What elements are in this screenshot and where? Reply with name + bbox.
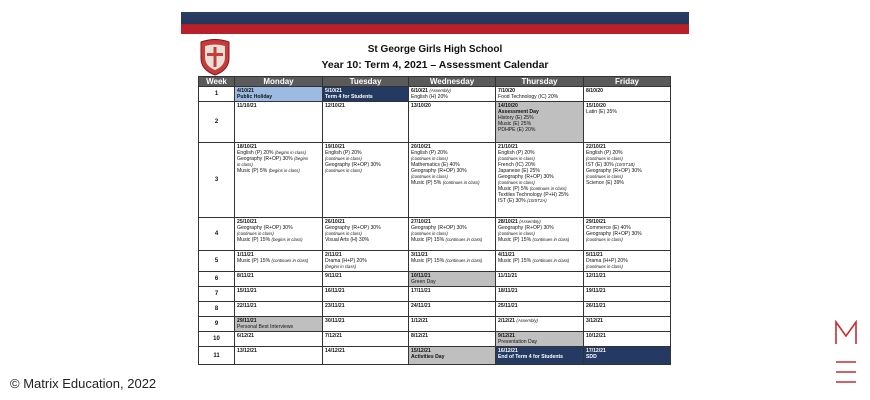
entry-text: Music (P) 5% xyxy=(498,186,529,192)
entry-text: 27/10/21 xyxy=(411,219,431,225)
cell-entry xyxy=(325,168,406,174)
cell-date xyxy=(586,88,668,94)
entry-text: Science (E) 39% xyxy=(586,180,624,186)
cell-date xyxy=(586,273,668,279)
table-row xyxy=(199,143,671,218)
entry-text: 3/11/21 xyxy=(411,252,428,258)
day-cell-monday xyxy=(235,347,323,365)
entry-text: 25/11/21 xyxy=(498,303,518,309)
day-cell-monday xyxy=(235,87,323,102)
cell-entry xyxy=(237,237,320,243)
calendar-title: Year 10: Term 4, 2021 – Assessment Calendar xyxy=(321,59,549,71)
table-row xyxy=(199,302,671,317)
cell-date xyxy=(325,348,406,354)
entry-text: 1/11/21 xyxy=(237,252,254,258)
entry-text: 2/11/21 xyxy=(325,252,342,258)
day-cell-friday xyxy=(584,87,671,102)
header-row xyxy=(199,77,671,87)
col-thursday: Thursday xyxy=(496,77,584,87)
entry-text: Presentation Day xyxy=(498,339,538,345)
day-cell-tuesday xyxy=(323,251,409,272)
cell-date xyxy=(325,303,406,309)
day-cell-monday xyxy=(235,218,323,251)
entry-text: 29/10/21 xyxy=(586,219,606,225)
entry-text: 14/12/21 xyxy=(325,348,345,354)
entry-note: (continues in class) xyxy=(532,258,570,263)
day-cell-tuesday xyxy=(323,102,409,143)
col-week: Week xyxy=(199,77,235,87)
day-cell-thursday xyxy=(496,272,584,287)
entry-note: (Assembly) xyxy=(429,88,451,93)
col-wednesday: Wednesday xyxy=(409,77,496,87)
entry-text: 25/10/21 xyxy=(237,219,257,225)
cell-date xyxy=(411,303,493,309)
week-number: 9 xyxy=(199,317,235,332)
entry-note: (continues in class) xyxy=(411,231,448,236)
table-row xyxy=(199,332,671,347)
entry-text: 14/10/20 xyxy=(498,103,518,109)
table-row xyxy=(199,287,671,302)
entry-text: 26/10/21 xyxy=(325,219,345,225)
entry-text: Music (P) 15% xyxy=(411,237,445,243)
day-cell-friday xyxy=(584,251,671,272)
entry-text: 11/10/21 xyxy=(237,103,257,109)
entry-text: English (P) 20% xyxy=(325,150,362,156)
entry-note: (continues in class) xyxy=(325,168,362,173)
entry-note: (begins in class) xyxy=(274,150,306,155)
entry-text: 16/11/21 xyxy=(325,288,345,294)
entry-text: Music (P) 15% xyxy=(237,258,271,264)
entry-text: Assessment Day xyxy=(498,109,539,115)
entry-text: English (P) 20% xyxy=(586,150,623,156)
entry-note: (continues in class) xyxy=(586,156,623,161)
entry-note: (continues in class) xyxy=(411,156,448,161)
entry-text: 4/11/21 xyxy=(498,252,515,258)
entry-text: 9/11/21 xyxy=(325,273,342,279)
cell-entry xyxy=(411,279,493,285)
entry-note: (continues in class) xyxy=(325,156,362,161)
entry-note: (Assembly) xyxy=(516,318,538,323)
entry-note: in class) xyxy=(237,162,253,167)
entry-text: Geography (R+OP) 30% xyxy=(325,225,381,231)
cell-date xyxy=(586,303,668,309)
day-cell-wednesday xyxy=(409,332,496,347)
day-cell-thursday xyxy=(496,143,584,218)
day-cell-tuesday xyxy=(323,87,409,102)
cell-entry xyxy=(411,258,493,264)
entry-text: English (P) 20% xyxy=(498,150,535,156)
entry-text: Food Technology (IC) 20% xyxy=(498,94,559,100)
entry-text: French (IC) 20% xyxy=(498,162,536,168)
cell-entry xyxy=(498,94,581,100)
entry-text: Music (P) 5% xyxy=(411,180,442,186)
cell-date xyxy=(498,318,581,324)
cell-entry xyxy=(498,354,581,360)
day-cell-friday xyxy=(584,143,671,218)
week-number: 10 xyxy=(199,332,235,347)
entry-text: PDHPE (E) 20% xyxy=(498,127,536,133)
entry-text: Activities Day xyxy=(411,354,445,360)
entry-text: Music (E) 25% xyxy=(498,121,532,127)
entry-text: Music (P) 15% xyxy=(498,237,532,243)
entry-text: Latin (E) 35% xyxy=(586,109,617,115)
entry-text: 6/12/21 xyxy=(237,333,254,339)
entry-text: 7/12/21 xyxy=(325,333,342,339)
entry-text: End of Term 4 for Students xyxy=(498,354,563,360)
entry-text: 10/11/21 xyxy=(411,273,431,279)
entry-note: (begins in class) xyxy=(268,168,300,173)
week-number: 3 xyxy=(199,143,235,218)
day-cell-friday xyxy=(584,102,671,143)
day-cell-thursday xyxy=(496,332,584,347)
col-monday: Monday xyxy=(235,77,323,87)
cell-entry xyxy=(498,237,581,243)
entry-text: 21/10/21 xyxy=(498,144,518,150)
table-row xyxy=(199,251,671,272)
day-cell-thursday xyxy=(496,102,584,143)
entry-note: (continues in class) xyxy=(237,231,274,236)
day-cell-wednesday xyxy=(409,287,496,302)
entry-text: Personal Best Interviews xyxy=(237,324,294,330)
entry-note: (continues in class) xyxy=(498,156,535,161)
entry-text: 3/12/21 xyxy=(586,318,603,324)
entry-text: Japanese (E) 25% xyxy=(498,168,540,174)
entry-text: 2/12/21 xyxy=(498,318,515,324)
entry-note: (continues in class) xyxy=(586,174,623,179)
day-cell-tuesday xyxy=(323,218,409,251)
entry-text: 23/11/21 xyxy=(325,303,345,309)
day-cell-thursday xyxy=(496,287,584,302)
cell-entry xyxy=(237,168,320,174)
entry-text: History (E) 25% xyxy=(498,115,534,121)
school-name: St George Girls High School xyxy=(367,44,503,55)
entry-text: Geography (R+OP) 30% xyxy=(237,225,293,231)
entry-text: 22/10/21 xyxy=(586,144,606,150)
day-cell-thursday xyxy=(496,302,584,317)
entry-text: 29/11/21 xyxy=(237,318,257,324)
cell-entry xyxy=(498,127,581,133)
cell-entry xyxy=(411,237,493,243)
day-cell-tuesday xyxy=(323,143,409,218)
week-number: 4 xyxy=(199,218,235,251)
week-number: 5 xyxy=(199,251,235,272)
entry-text: 12/10/21 xyxy=(325,103,345,109)
entry-text: Music (P) 15% xyxy=(411,258,445,264)
day-cell-friday xyxy=(584,218,671,251)
entry-text: 22/11/21 xyxy=(237,303,257,309)
entry-text: 9/12/21 xyxy=(498,333,515,339)
table-row xyxy=(199,317,671,332)
entry-text: Drama (H+P) 20% xyxy=(586,258,628,264)
entry-text: Geography (R+OP) 30% xyxy=(498,174,554,180)
entry-text: Geography (R+OP) 30% xyxy=(586,168,642,174)
cell-entry xyxy=(586,109,668,115)
table-row xyxy=(199,87,671,102)
entry-text: Geography (R+OP) 30% xyxy=(237,156,293,162)
entry-note: (continues in class) xyxy=(529,186,567,191)
cell-entry xyxy=(586,264,668,270)
week-number: 6 xyxy=(199,272,235,287)
entry-note: (continues in class) xyxy=(498,180,535,185)
entry-text: IST (E) 30% xyxy=(498,198,526,204)
cell-entry xyxy=(498,258,581,264)
cell-date xyxy=(586,318,668,324)
table-row xyxy=(199,272,671,287)
entry-text: 17/11/21 xyxy=(411,288,431,294)
entry-text: Textiles Technology (P+H) 25% xyxy=(498,192,569,198)
entry-note: (begins in class) xyxy=(325,264,357,269)
day-cell-thursday xyxy=(496,87,584,102)
cell-entry xyxy=(237,324,320,330)
assessment-calendar-table xyxy=(198,76,671,365)
entry-note: (continues in class) xyxy=(498,231,535,236)
entry-text: 30/11/21 xyxy=(325,318,345,324)
cell-entry xyxy=(325,94,406,100)
entry-text: 18/10/21 xyxy=(237,144,257,150)
entry-note: (continues in class) xyxy=(325,231,362,236)
week-number: 11 xyxy=(199,347,235,365)
day-cell-monday xyxy=(235,102,323,143)
cell-date xyxy=(237,333,320,339)
cell-date xyxy=(586,288,668,294)
cell-date xyxy=(325,103,406,109)
entry-text: IST (E) 30% xyxy=(586,162,614,168)
table-row xyxy=(199,102,671,143)
entry-text: 26/11/21 xyxy=(586,303,606,309)
entry-text: 20/10/21 xyxy=(411,144,431,150)
day-cell-wednesday xyxy=(409,218,496,251)
day-cell-thursday xyxy=(496,218,584,251)
entry-text: 15/10/20 xyxy=(586,103,606,109)
cell-date xyxy=(325,318,406,324)
day-cell-wednesday xyxy=(409,251,496,272)
table-row xyxy=(199,218,671,251)
cell-entry xyxy=(586,180,668,186)
entry-note: (continues in class) xyxy=(445,258,483,263)
day-cell-friday xyxy=(584,272,671,287)
matrix-logo-icon xyxy=(833,320,859,384)
cell-date xyxy=(411,318,493,324)
day-cell-friday xyxy=(584,317,671,332)
entry-text: 15/11/21 xyxy=(237,288,257,294)
cell-date xyxy=(586,333,668,339)
day-cell-wednesday xyxy=(409,143,496,218)
entry-text: 28/10/21 xyxy=(498,219,518,225)
cell-entry xyxy=(498,198,581,204)
entry-text: Mathematics (E) 40% xyxy=(411,162,460,168)
day-cell-wednesday xyxy=(409,347,496,365)
entry-text: 17/12/21 xyxy=(586,348,606,354)
day-cell-friday xyxy=(584,287,671,302)
calendar-body xyxy=(199,87,671,365)
entry-note: (Assembly) xyxy=(519,219,541,224)
day-cell-monday xyxy=(235,302,323,317)
entry-text: Commerce (E) 40% xyxy=(586,225,631,231)
entry-note: (continues in class) xyxy=(586,237,623,242)
day-cell-wednesday xyxy=(409,87,496,102)
day-cell-monday xyxy=(235,317,323,332)
entry-text: Geography (R+OP) 30% xyxy=(586,231,642,237)
cell-date xyxy=(498,273,581,279)
col-tuesday: Tuesday xyxy=(323,77,409,87)
cell-date xyxy=(325,273,406,279)
entry-note: (continues in class) xyxy=(586,264,623,269)
header-banner xyxy=(181,12,689,34)
entry-text: 13/12/21 xyxy=(237,348,257,354)
day-cell-tuesday xyxy=(323,347,409,365)
entry-text: 16/12/21 xyxy=(498,348,518,354)
entry-text: 8/11/21 xyxy=(237,273,254,279)
entry-note: (continues in class) xyxy=(442,180,480,185)
entry-text: Geography (R+OP) 30% xyxy=(325,162,381,168)
entry-text: Visual Arts (H) 30% xyxy=(325,237,370,243)
entry-text: Geography (R+OP) 30% xyxy=(411,168,467,174)
day-cell-thursday xyxy=(496,347,584,365)
entry-text: 4/10/21 xyxy=(237,88,254,94)
day-cell-tuesday xyxy=(323,317,409,332)
entry-note: (begins in class) xyxy=(271,237,303,242)
entry-note: (10IST1B) xyxy=(615,162,635,167)
cell-date xyxy=(411,288,493,294)
entry-text: 15/12/21 xyxy=(411,348,431,354)
entry-text: 5/11/21 xyxy=(586,252,603,258)
entry-text: Geography (R+OP) 30% xyxy=(498,225,554,231)
cell-entry xyxy=(411,180,493,186)
week-number: 1 xyxy=(199,87,235,102)
day-cell-wednesday xyxy=(409,317,496,332)
entry-text: 8/10/20 xyxy=(586,88,603,94)
day-cell-friday xyxy=(584,347,671,365)
week-number: 7 xyxy=(199,287,235,302)
entry-note: (continues in class) xyxy=(411,174,448,179)
cell-entry xyxy=(325,264,406,270)
entry-text: 13/10/20 xyxy=(411,103,431,109)
cell-date xyxy=(325,288,406,294)
cell-date xyxy=(237,273,320,279)
cell-entry xyxy=(237,258,320,264)
entry-text: Public Holiday xyxy=(237,94,273,100)
cell-entry xyxy=(586,237,668,243)
cell-date xyxy=(237,103,320,109)
entry-note: (continues in class) xyxy=(532,237,570,242)
cell-entry xyxy=(325,237,406,243)
cell-date xyxy=(237,288,320,294)
cell-entry xyxy=(411,94,493,100)
entry-text: 19/10/21 xyxy=(325,144,345,150)
entry-text: Drama (H+P) 20% xyxy=(325,258,367,264)
entry-text: 7/10/20 xyxy=(498,88,515,94)
entry-text: 19/11/21 xyxy=(586,288,606,294)
entry-text: 1/12/21 xyxy=(411,318,428,324)
entry-text: 5/10/21 xyxy=(325,88,342,94)
copyright-text: © Matrix Education, 2022 xyxy=(10,376,157,391)
col-friday: Friday xyxy=(584,77,671,87)
day-cell-tuesday xyxy=(323,272,409,287)
day-cell-friday xyxy=(584,332,671,347)
day-cell-monday xyxy=(235,251,323,272)
day-cell-thursday xyxy=(496,317,584,332)
entry-note: (continues in class) xyxy=(271,258,309,263)
day-cell-wednesday xyxy=(409,302,496,317)
entry-text: 11/11/21 xyxy=(498,273,518,279)
entry-text: Geography (R+OP) 30% xyxy=(411,225,467,231)
entry-text: 24/11/21 xyxy=(411,303,431,309)
entry-note: (10IST2A) xyxy=(527,198,547,203)
day-cell-monday xyxy=(235,287,323,302)
entry-text: Term 4 for Students xyxy=(325,94,373,100)
cell-date xyxy=(325,333,406,339)
week-number: 8 xyxy=(199,302,235,317)
entry-text: 18/11/21 xyxy=(498,288,518,294)
day-cell-monday xyxy=(235,143,323,218)
day-cell-tuesday xyxy=(323,287,409,302)
entry-text: Music (P) 15% xyxy=(237,237,271,243)
day-cell-wednesday xyxy=(409,102,496,143)
entry-text: 6/10/21 xyxy=(411,88,428,94)
cell-entry xyxy=(586,354,668,360)
day-cell-monday xyxy=(235,272,323,287)
entry-text: English (P) 20% xyxy=(411,150,448,156)
entry-text: Green Day xyxy=(411,279,436,285)
day-cell-tuesday xyxy=(323,302,409,317)
entry-text: English (P) 20% xyxy=(237,150,274,156)
cell-date xyxy=(411,103,493,109)
entry-text: 12/11/21 xyxy=(586,273,606,279)
cell-date xyxy=(237,348,320,354)
cell-date xyxy=(498,288,581,294)
entry-text: 8/12/21 xyxy=(411,333,428,339)
table-row xyxy=(199,347,671,365)
cell-entry xyxy=(237,94,320,100)
day-cell-wednesday xyxy=(409,272,496,287)
day-cell-friday xyxy=(584,302,671,317)
cell-entry xyxy=(411,354,493,360)
day-cell-thursday xyxy=(496,251,584,272)
week-number: 2 xyxy=(199,102,235,143)
cell-entry xyxy=(498,339,581,345)
cell-date xyxy=(411,333,493,339)
entry-note: (begins xyxy=(294,156,309,161)
day-cell-monday xyxy=(235,332,323,347)
entry-text: Music (P) 15% xyxy=(498,258,532,264)
entry-text: SDD xyxy=(586,354,597,360)
entry-text: English (H) 20% xyxy=(411,94,448,100)
cell-date xyxy=(237,303,320,309)
day-cell-tuesday xyxy=(323,332,409,347)
entry-text: Music (P) 5% xyxy=(237,168,268,174)
entry-note: (continues in class) xyxy=(445,237,483,242)
entry-text: 10/12/21 xyxy=(586,333,606,339)
cell-date xyxy=(498,303,581,309)
